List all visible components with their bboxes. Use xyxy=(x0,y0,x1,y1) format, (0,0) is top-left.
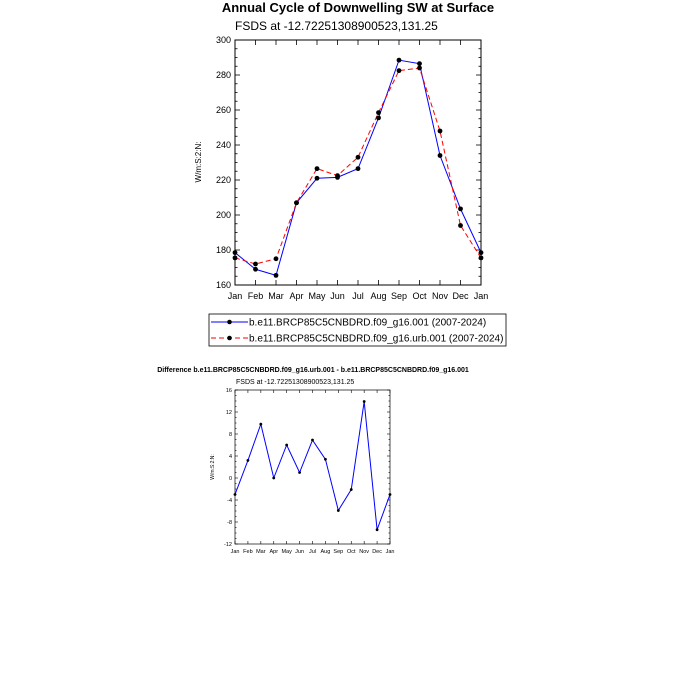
difference-chart-title: Difference b.e11.BRCP85C5CNBDRD.f09_g16.urb.001 - b.e11.BRCP85C5CNBDRD.f09_g16.001 xyxy=(157,367,469,374)
main-chart-plot-frame xyxy=(235,40,481,285)
main-chart-series-1-point xyxy=(417,61,422,66)
difference-chart-series-1-point xyxy=(376,528,379,531)
main-chart-xtick-label: Mar xyxy=(268,291,284,301)
main-chart-series-1-point xyxy=(356,166,361,171)
main-chart-ytick-label: 200 xyxy=(215,210,231,221)
main-chart-series-1-point xyxy=(253,267,258,272)
difference-chart-ytick-label: 0 xyxy=(228,475,232,482)
legend-label-series-1: b.e11.BRCP85C5CNBDRD.f09_g16.001 (2007-2024) xyxy=(249,317,487,329)
difference-chart-series-1-line xyxy=(235,402,390,530)
main-chart-series-2-point xyxy=(294,200,299,205)
main-chart-ytick-label: 160 xyxy=(215,280,231,291)
main-chart-series-2-point xyxy=(376,110,381,115)
main-chart-series-2-point xyxy=(479,255,484,260)
difference-chart-ytick-label: -12 xyxy=(224,541,232,548)
main-chart-series-2-point xyxy=(335,173,340,178)
main-chart-series-2-point xyxy=(458,223,463,228)
difference-chart-series-1-point xyxy=(234,493,237,496)
difference-chart-ytick-label: 12 xyxy=(225,409,232,416)
main-chart-ylabel: W/m:S:2:N: xyxy=(194,141,203,183)
main-chart-ytick-label: 260 xyxy=(215,105,231,116)
difference-chart-series-1-point xyxy=(247,459,250,462)
main-chart-xtick-label: Jul xyxy=(352,291,364,301)
difference-chart-ytick-label: 8 xyxy=(228,431,232,438)
legend-marker-series-2 xyxy=(227,336,232,341)
difference-chart-xtick-label: Apr xyxy=(269,549,279,555)
main-chart xyxy=(194,0,506,346)
main-chart-xtick-label: Nov xyxy=(431,291,449,301)
difference-chart-ytick-label: -8 xyxy=(227,519,232,526)
difference-chart-xtick-label: Feb xyxy=(243,549,253,555)
main-chart-series-2-point xyxy=(253,262,258,267)
main-chart-xtick-label: Jan xyxy=(473,291,489,301)
main-chart-xtick-label: Sep xyxy=(390,291,408,301)
main-chart-ytick-label: 180 xyxy=(215,245,231,256)
difference-chart-series-1-point xyxy=(285,444,288,447)
difference-chart-series-1-point xyxy=(350,488,353,491)
difference-chart-ytick-label: 4 xyxy=(228,453,232,460)
difference-chart-series-1-point xyxy=(389,493,392,496)
main-chart-ytick-label: 300 xyxy=(215,35,231,46)
difference-chart-ytick-label: -4 xyxy=(227,497,232,504)
difference-chart-ylabel: W/m:S:2:N: xyxy=(210,454,216,480)
main-chart-series-1-point xyxy=(479,250,484,255)
main-chart-xtick-label: Feb xyxy=(247,291,264,301)
main-chart-xtick-label: Dec xyxy=(452,291,469,301)
main-chart-series-1-point xyxy=(274,273,279,278)
difference-chart-ytick-label: 16 xyxy=(225,387,232,394)
difference-chart-xtick-label: Dec xyxy=(372,549,382,555)
main-chart-xtick-label: May xyxy=(308,291,326,301)
main-chart-ytick-label: 240 xyxy=(215,140,231,151)
main-chart-series-1-point xyxy=(233,250,238,255)
difference-chart-xtick-label: Jul xyxy=(308,549,317,555)
main-chart-xtick-label: Apr xyxy=(289,291,304,301)
main-chart-series-2-point xyxy=(438,129,443,134)
difference-chart-series-1-point xyxy=(337,509,340,512)
main-chart-ytick-label: 280 xyxy=(215,70,231,81)
difference-chart-xtick-label: Sep xyxy=(333,549,344,555)
main-chart-series-2-point xyxy=(356,155,361,160)
main-chart-xtick-label: Jun xyxy=(330,291,345,301)
difference-chart-xtick-label: Oct xyxy=(346,549,356,555)
difference-chart-xtick-label: Nov xyxy=(359,549,370,555)
difference-chart-series-1-point xyxy=(272,477,275,480)
difference-chart-series-1-point xyxy=(259,423,262,426)
difference-chart-xtick-label: Jan xyxy=(385,549,395,555)
difference-chart-series-1-point xyxy=(324,458,327,461)
difference-chart-series-1-point xyxy=(298,471,301,474)
difference-chart-xtick-label: Jun xyxy=(295,549,305,555)
main-chart-series-1-point xyxy=(438,153,443,158)
difference-chart-xtick-label: Mar xyxy=(256,549,266,555)
main-chart-series-2-point xyxy=(233,255,238,260)
legend-marker-series-1 xyxy=(227,320,232,325)
main-chart-legend xyxy=(209,314,506,346)
legend-label-series-2: b.e11.BRCP85C5CNBDRD.f09_g16.urb.001 (2007-2024) xyxy=(249,333,504,345)
main-chart-xtick-label: Oct xyxy=(412,291,427,301)
main-chart-series-2-point xyxy=(397,68,402,73)
main-chart-xtick-label: Jan xyxy=(227,291,243,301)
main-chart-ytick-label: 220 xyxy=(215,175,231,186)
difference-chart-xtick-label: May xyxy=(281,549,292,555)
difference-chart-plot-frame xyxy=(235,390,390,544)
main-chart-series-2-point xyxy=(417,66,422,71)
difference-chart-series-1-point xyxy=(363,400,366,403)
difference-chart-series-1-point xyxy=(311,439,314,442)
main-chart-series-1-point xyxy=(397,58,402,63)
main-chart-series-1-point xyxy=(458,206,463,211)
main-chart-series-2-point xyxy=(274,256,279,261)
main-chart-series-1-point xyxy=(376,115,381,120)
main-chart-title: Annual Cycle of Downwelling SW at Surface xyxy=(221,0,495,15)
difference-chart-xtick-label: Jan xyxy=(230,549,240,555)
main-chart-subtitle: FSDS at -12.72251308900523,131.25 xyxy=(235,19,438,33)
difference-chart-subtitle: FSDS at -12.72251308900523,131.25 xyxy=(236,379,355,386)
main-chart-series-2-point xyxy=(315,166,320,171)
main-chart-xtick-label: Aug xyxy=(370,291,387,301)
difference-chart-xtick-label: Aug xyxy=(320,549,331,555)
difference-chart xyxy=(157,367,469,555)
main-chart-series-1-point xyxy=(315,176,320,181)
